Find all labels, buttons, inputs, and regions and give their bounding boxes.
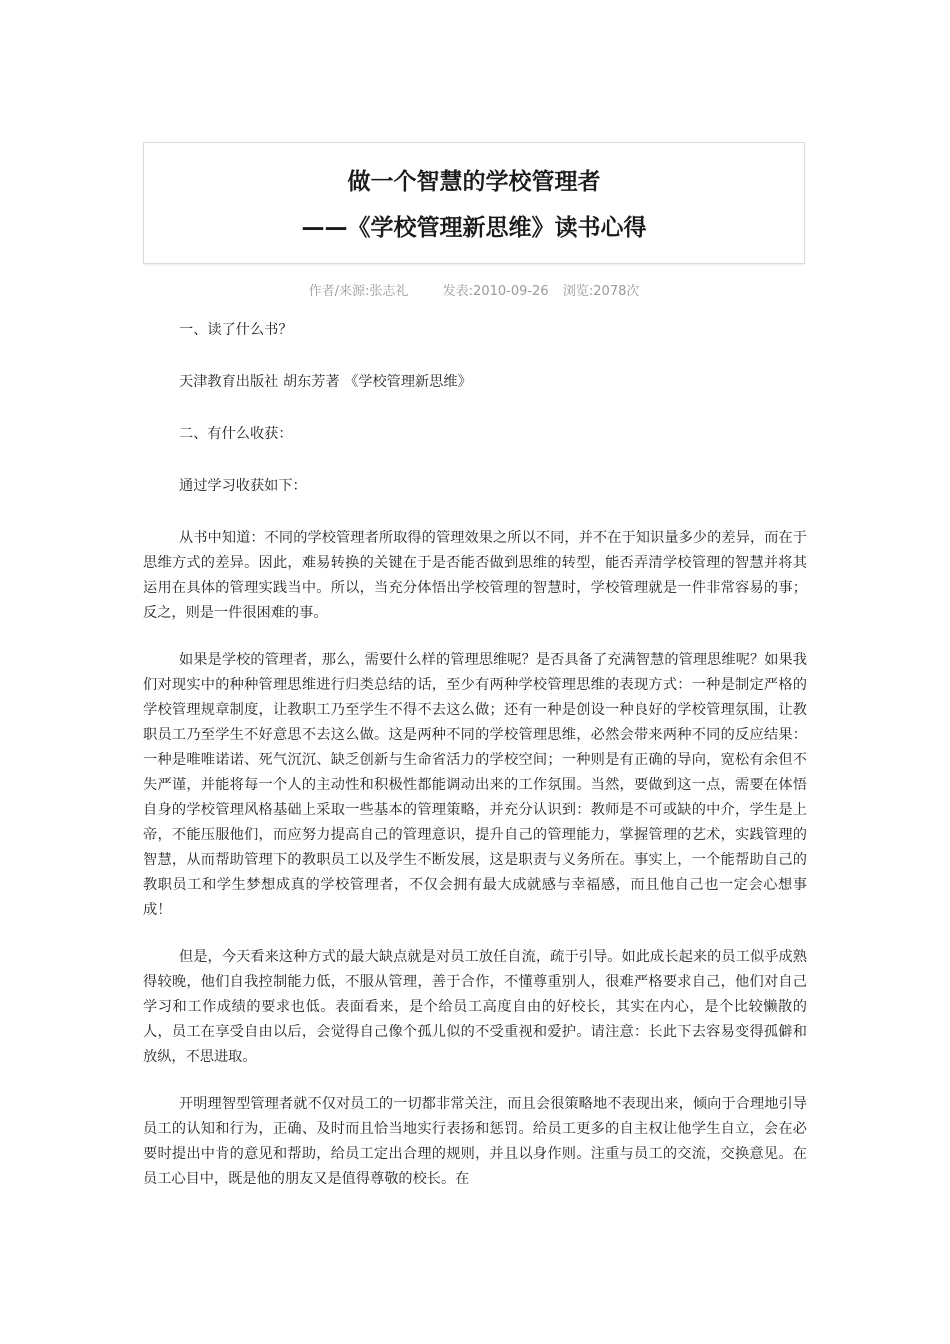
article-subtitle: ——《学校管理新思维》读书心得	[301, 215, 647, 241]
author-name: 张志礼	[369, 284, 409, 299]
paragraph: 一、读了什么书？	[179, 322, 293, 338]
paragraph: 二、有什么收获：	[179, 426, 293, 442]
paragraph: 开明理智型管理者就不仅对员工的一切都非常关注，而且会很策略地不表现出来，倾向于合理地引导员工的认知和行为，正确、及时而且恰当地实行表扬和惩罚。给员工更多的自主权让他学生自立，会在必要时提出中肯的意见和帮助，给员工定出合理的规则，并且以身作则。注重与员工的交流，交换意见。在员工心目中，既是他的朋友又是值得尊敬的校长。在	[143, 1096, 807, 1187]
views-label: 浏览:	[562, 284, 594, 299]
paragraph: 通过学习收获如下：	[179, 478, 307, 494]
article-title: 做一个智慧的学校管理者	[347, 169, 601, 195]
date-label: 发表:	[442, 284, 474, 299]
author-label: 作者/来源:	[308, 284, 370, 299]
paragraph: 但是，今天看来这种方式的最大缺点就是对员工放任自流，疏于引导。如此成长起来的员工似乎成熟得较晚，他们自我控制能力低，不服从管理，善于合作，不懂尊重别人，很难严格要求自己，他们对自己学习和工作成绩的要求也低。表面看来，是个给员工高度自由的好校长，其实在内心，是个比较懒散的人，员工在享受自由以后，会觉得自己像个孤儿似的不受重视和爱护。请注意：长此下去容易变得孤僻和放纵，不思进取。	[143, 949, 807, 1065]
publish-date: 2010-09-26	[473, 284, 549, 299]
paragraph: 天津教育出版社 胡东芳著 《学校管理新思维》	[179, 374, 472, 390]
view-count: 2078	[593, 284, 627, 299]
paragraph: 如果是学校的管理者，那么，需要什么样的管理思维呢？是否具备了充满智慧的管理思维呢？如果我们对现实中的种种管理思维进行归类总结的话，至少有两种学校管理思维的表现方式：一种是制定严格的学校管理规章制度，让教职工乃至学生不得不去这么做；还有一种是创设一种良好的学校管理氛围，让教职员工乃至学生不好意思不去这么做。这是两种不同的学校管理思维，必然会带来两种不同的反应结果：一种是唯唯诺诺、死气沉沉、缺乏创新与生命省活力的学校空间；一种则是有正确的导向，宽松有余但不失严谨，并能将每一个人的主动性和积极性都能调动出来的工作氛围。当然，要做到这一点，需要在体悟自身的学校管理风格基础上采取一些基本的管理策略，并充分认识到：教师是不可或缺的中介，学生是上帝，不能压服他们，而应努力提高自己的管理意识，提升自己的管理能力，掌握管理的艺术，实践管理的智慧，从而帮助管理下的教职员工以及学生不断发展，这是职责与义务所在。事实上，一个能帮助自己的教职员工和学生梦想成真的学校管理者，不仅会拥有最大成就感与幸福感，而且他自己也一定会心想事成！	[143, 652, 807, 918]
article-title-box	[143, 142, 805, 264]
article-meta	[143, 280, 805, 299]
views-unit: 次	[626, 284, 640, 299]
article-body	[143, 318, 807, 1214]
paragraph: 从书中知道：不同的学校管理者所取得的管理效果之所以不同，并不在于知识量多少的差异，而在于思维方式的差异。因此，难易转换的关键在于是否能否做到思维的转型，能否弄清学校管理的智慧并将其运用在具体的管理实践当中。所以，当充分体悟出学校管理的智慧时，学校管理就是一件非常容易的事；反之，则是一件很困难的事。	[143, 530, 807, 621]
